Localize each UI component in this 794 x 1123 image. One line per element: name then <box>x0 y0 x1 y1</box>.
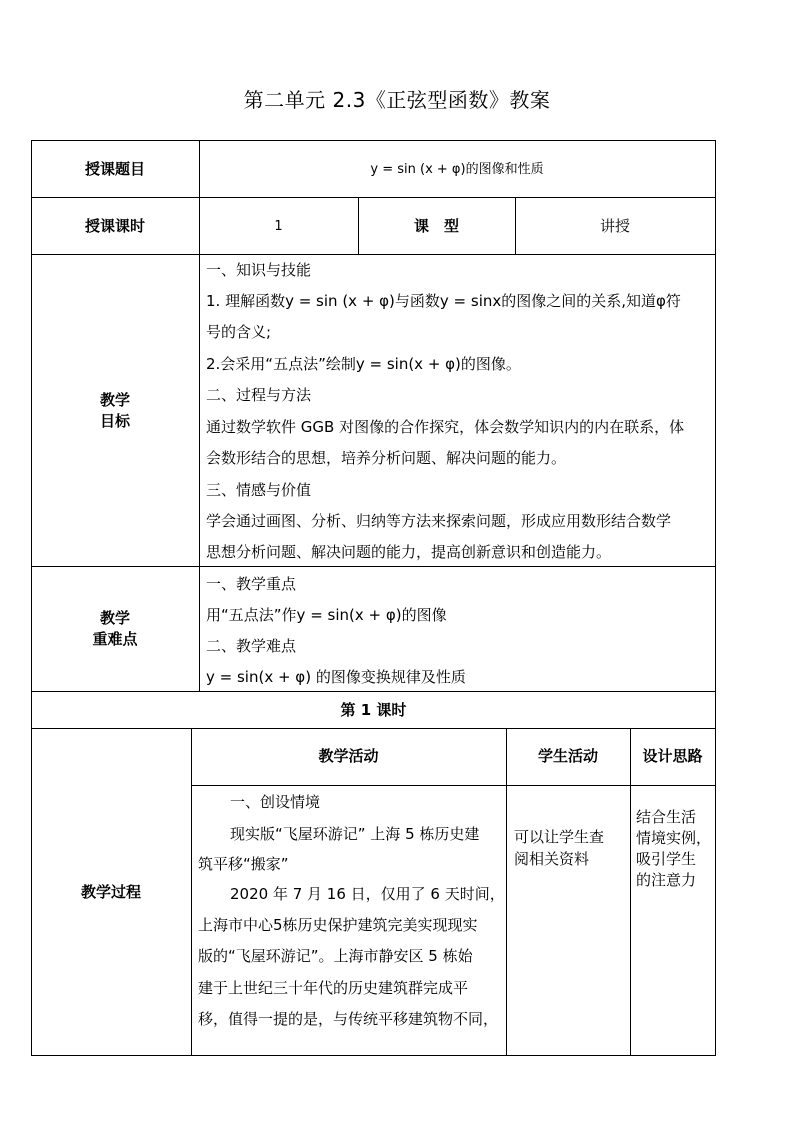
design-line: 吸引学生 <box>636 850 697 868</box>
row-divider <box>191 785 716 786</box>
goals-line: 1. 理解函数y = sin (x + φ)与函数y = sinx的图像之间的关系,知道φ符 <box>206 292 681 310</box>
activity-line: 2020 年 7 月 16 日，仅用了 6 天时间， <box>230 885 505 903</box>
keypoints-label: 教学 <box>99 609 130 627</box>
row-divider <box>31 691 716 692</box>
activity-line: 版的“飞屋环游记”。上海市静安区 5 栋始 <box>198 947 473 965</box>
goals-line: 二、过程与方法 <box>206 386 312 404</box>
table-border-left <box>31 140 32 1056</box>
goals-line: 会数形结合的思想，培养分析问题、解决问题的能力。 <box>206 449 567 467</box>
doc-title: 第二单元 2.3《正弦型函数》教案 <box>243 88 551 112</box>
row-divider <box>31 566 716 567</box>
keypoints-line: y = sin(x + φ) 的图像变换规律及性质 <box>206 668 466 686</box>
keypoints-line: 用“五点法”作y = sin(x + φ)的图像 <box>206 606 447 624</box>
col-activity-header: 教学活动 <box>318 747 379 765</box>
keypoints-label: 重难点 <box>92 630 138 648</box>
goals-label: 教学 <box>99 391 130 409</box>
goals-line: 思想分析问题、解决问题的能力，提高创新意识和创造能力。 <box>206 543 612 561</box>
activity-line: 移，值得一提的是，与传统平移建筑物不同， <box>198 1010 499 1028</box>
student-line: 阅相关资料 <box>514 850 590 868</box>
lesson-header: 第 1 课时 <box>340 701 407 719</box>
col-divider <box>191 728 192 1056</box>
row-divider <box>31 254 716 255</box>
row-divider <box>31 728 716 729</box>
row-divider <box>31 197 716 198</box>
type-label: 课 型 <box>413 217 459 235</box>
hours-value: 1 <box>274 219 283 234</box>
keypoints-line: 一、教学重点 <box>206 575 297 593</box>
goals-line: 号的含义; <box>206 323 272 341</box>
goals-line: 三、情感与价值 <box>206 481 312 499</box>
col-divider <box>506 728 507 1056</box>
design-line: 的注意力 <box>636 871 697 889</box>
process-label: 教学过程 <box>80 883 141 901</box>
activity-line: 筑平移“搬家” <box>198 855 289 873</box>
goals-line: 通过数学软件 GGB 对图像的合作探究，体会数学知识内的内在联系，体 <box>206 418 685 436</box>
table-border-top <box>31 140 716 141</box>
table-border-right <box>715 140 716 1056</box>
student-line: 可以让学生查 <box>514 828 605 846</box>
col-divider <box>630 728 631 1056</box>
topic-value: y = sin (x + φ)的图像和性质 <box>370 162 544 177</box>
goals-line: 2.会采用“五点法”绘制y = sin(x + φ)的图像。 <box>206 355 521 373</box>
col-design-header: 设计思路 <box>642 747 703 765</box>
table-border-bottom <box>31 1055 716 1056</box>
goals-label: 目标 <box>99 412 130 430</box>
type-value: 讲授 <box>599 217 630 235</box>
activity-line: 现实版“飞屋环游记” 上海 5 栋历史建 <box>230 825 480 843</box>
topic-label: 授课题目 <box>84 160 145 178</box>
activity-line: 建于上世纪三十年代的历史建筑群完成平 <box>198 979 469 997</box>
activity-line: 上海市中心5栋历史保护建筑完美实现现实 <box>198 916 478 934</box>
hours-label: 授课课时 <box>84 217 145 235</box>
keypoints-line: 二、教学难点 <box>206 637 297 655</box>
goals-line: 学会通过画图、分析、归纳等方法来探索问题，形成应用数形结合数学 <box>206 512 672 530</box>
col-student-header: 学生活动 <box>537 747 598 765</box>
design-line: 结合生活 <box>636 808 697 826</box>
activity-line: 一、创设情境 <box>230 793 321 811</box>
goals-line: 一、知识与技能 <box>206 261 312 279</box>
design-line: 情境实例， <box>636 829 712 847</box>
